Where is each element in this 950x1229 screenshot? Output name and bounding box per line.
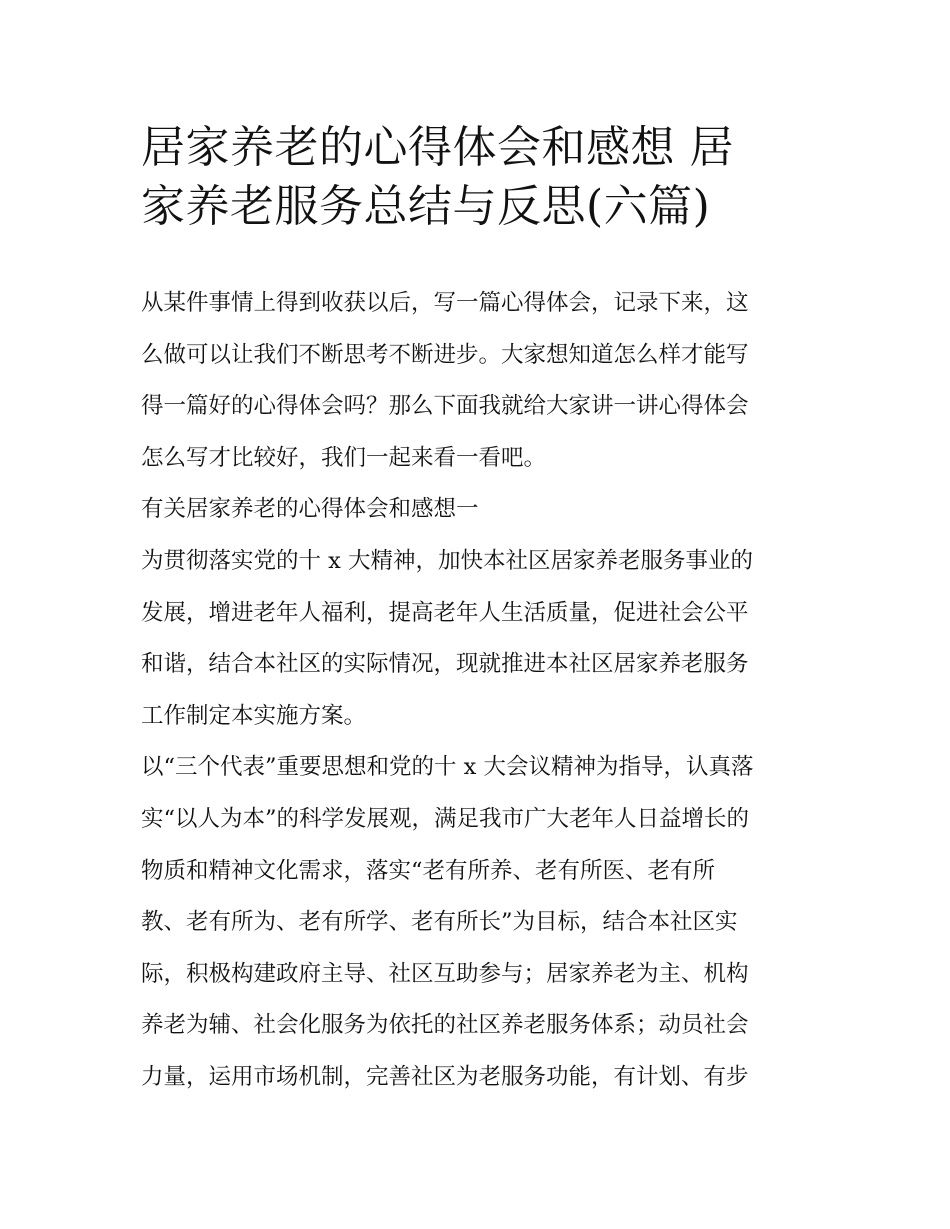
section-heading: 有关居家养老的心得体会和感想一 [141, 496, 479, 523]
body-line: 发展，增进老年人福利，提高老年人生活质量，促进社会公平 [141, 599, 749, 626]
body-line: 际，积极构建政府主导、社区互助参与；居家养老为主、机构 [141, 960, 749, 987]
body-line: 实“以人为本”的科学发展观，满足我市广大老年人日益增长的 [141, 805, 750, 832]
body-line: 得一篇好的心得体会吗？那么下面我就给大家讲一讲心得体会 [141, 393, 749, 420]
document-body [141, 278, 821, 1104]
body-line: 为贯彻落实党的十 x 大精神，加快本社区居家养老服务事业的 [141, 547, 753, 574]
title-line-2: 家养老服务总结与反思(六篇) [141, 181, 711, 232]
body-line: 养老为辅、社会化服务为依托的社区养老服务体系；动员社会 [141, 1012, 749, 1039]
body-line: 以“三个代表”重要思想和党的十 x 大会议精神为指导，认真落 [141, 754, 754, 781]
body-line: 怎么写才比较好，我们一起来看一看吧。 [141, 444, 547, 471]
body-line: 么做可以让我们不断思考不断进步。大家想知道怎么样才能写 [141, 341, 749, 368]
body-line: 和谐，结合本社区的实际情况，现就推进本社区居家养老服务 [141, 651, 749, 678]
body-line: 教、老有所为、老有所学、老有所长”为目标，结合本社区实 [141, 909, 738, 936]
body-line: 力量，运用市场机制，完善社区为老服务功能，有计划、有步 [141, 1063, 749, 1090]
document-title [141, 118, 821, 236]
body-line: 从某件事情上得到收获以后，写一篇心得体会，记录下来，这 [141, 290, 749, 316]
body-line: 工作制定本实施方案。 [141, 702, 367, 729]
body-line: 物质和精神文化需求，落实“老有所养、老有所医、老有所 [141, 857, 716, 884]
title-line-1: 居家养老的心得体会和感想 居 [141, 122, 734, 173]
